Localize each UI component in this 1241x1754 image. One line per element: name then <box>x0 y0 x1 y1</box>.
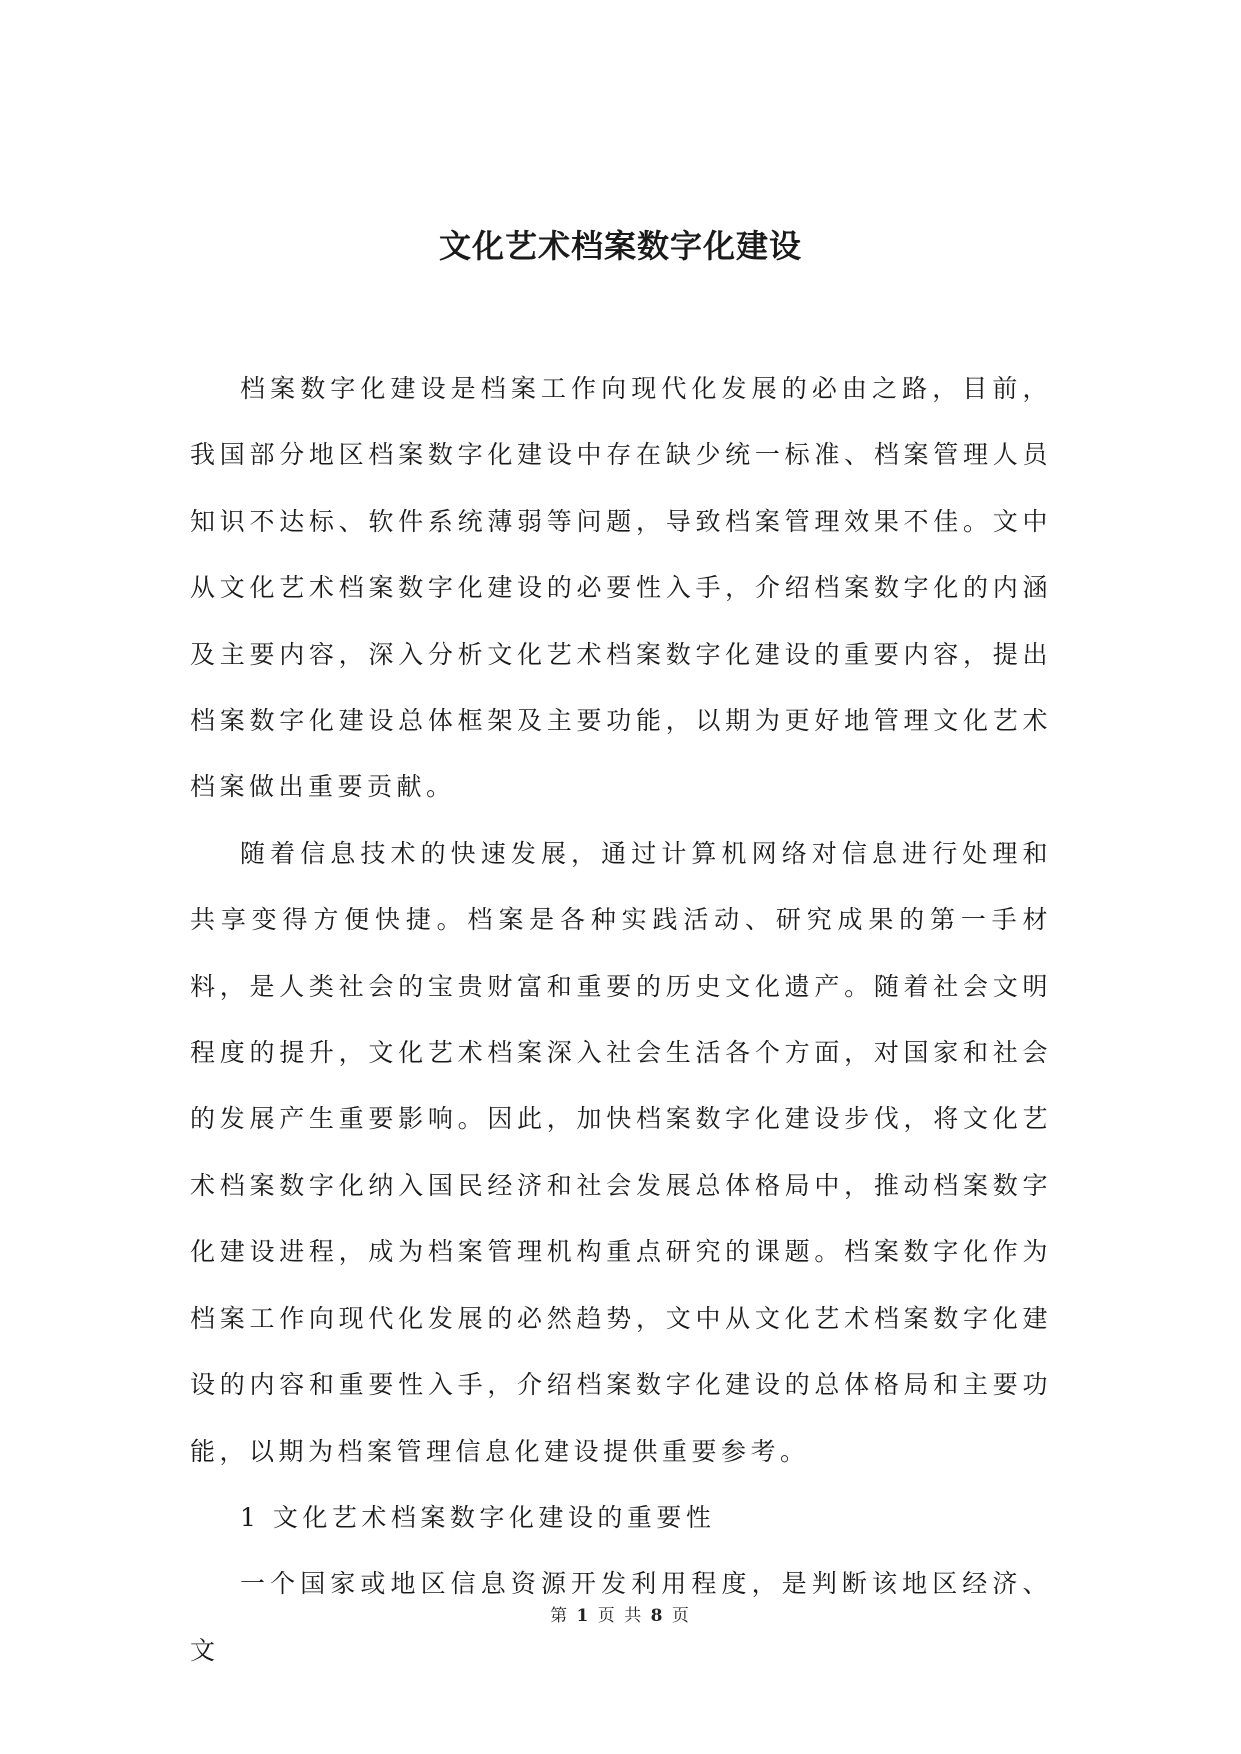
footer-current-page: 1 <box>576 1606 591 1626</box>
footer-total-pages: 8 <box>650 1606 665 1626</box>
body-paragraph-abstract: 档案数字化建设是档案工作向现代化发展的必由之路，目前，我国部分地区档案数字化建设中存在缺少统一标准、档案管理人员知识不达标、软件系统薄弱等问题，导致档案管理效果不佳。文中从文化艺术档案数字化建设的必要性入手，介绍档案数字化的内涵及主要内容，深入分析文化艺术档案数字化建设的重要内容，提出档案数字化建设总体框架及主要功能，以期为更好地管理文化艺术档案做出重要贡献。 <box>190 374 1052 802</box>
footer-middle: 页 共 <box>597 1606 644 1626</box>
footer-prefix: 第 <box>550 1606 570 1626</box>
section-paragraph: 一个国家或地区信息资源开发利用程度，是判断该地区经济、文 <box>190 1569 1052 1665</box>
footer-suffix: 页 <box>671 1606 691 1626</box>
body-paragraph-intro: 随着信息技术的快速发展，通过计算机网络对信息进行处理和共享变得方便快捷。档案是各种实践活动、研究成果的第一手材料，是人类社会的宝贵财富和重要的历史文化遗产。随着社会文明程度的提升，文化艺术档案深入社会生活各个方面，对国家和社会的发展产生重要影响。因此，加快档案数字化建设步伐，将文化艺术档案数字化纳入国民经济和社会发展总体格局中，推动档案数字化建设进程，成为档案管理机构重点研究的课题。档案数字化作为档案工作向现代化发展的必然趋势，文中从文化艺术档案数字化建设的内容和重要性入手，介绍档案数字化建设的总体格局和主要功能，以期为档案管理信息化建设提供重要参考。 <box>190 838 1052 1466</box>
section-heading: 1 文化艺术档案数字化建设的重要性 <box>240 1502 716 1532</box>
page-footer <box>0 1604 1241 1628</box>
document-title: 文化艺术档案数字化建设 <box>438 227 802 265</box>
document-body <box>190 356 1052 1684</box>
